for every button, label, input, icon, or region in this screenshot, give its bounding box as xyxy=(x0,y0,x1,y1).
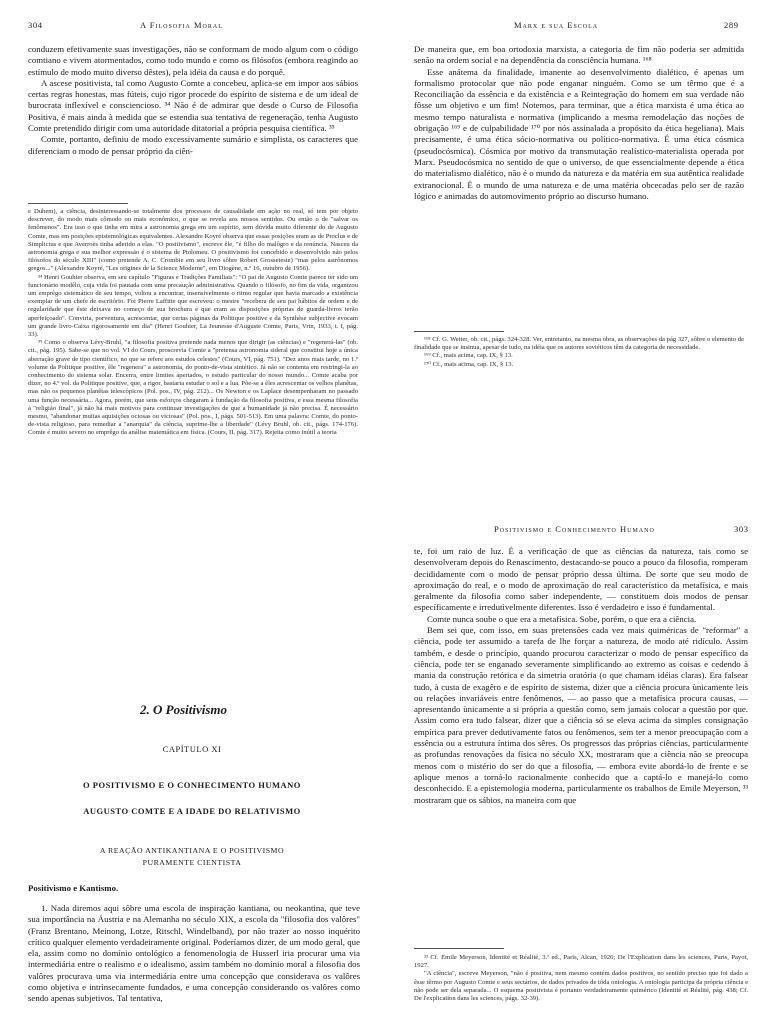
footnotes xyxy=(28,208,358,438)
page-303 xyxy=(384,512,768,1024)
page-304 xyxy=(0,0,384,512)
footnote: "A ciência", escreve Meyerson, "não é positiva, nem mesmo contém dados positivos, no sentido preciso que foi dado a êsse têrmo por Augusto Comte e seus sectários, de dados privados de tôda ontologia. A ontologia participa da própria ciência e não pode ser dela separada... O esquema positivista é portanto verdadeiramente quimérico (Identité et Réalité, pág. 438; Cf. De l'explication dans les sciences, págs. 32-39). xyxy=(414,970,748,1003)
footnotes xyxy=(414,954,748,1003)
footnote: ³⁵ Como o observa Lévy-Bruhl, "a filosofia positiva pretende nada menos que dirigir (as ciências) e "regenerá-las" (ob. cit., pág. 195). Sabe-se que no vol. VI do Cours, proscrevia Comte a "pretensa astronomia sideral que constitui hoje a única aberração grave de tipo científico, no que se refere aos estudos celestes" (Cours, VI, pág. 751). "Dez anos mais tarde, no 1.º volume da Politique positive, êle "regenera" a astronomia, do ponto-de-vista sintético. Já não se contenta em restringi-la ao conhecimento do sistema solar. Encerra, entre limites apertados, o estudo particular do nosso mundo... Comte acaba por dizer, no 4.º vol. da Politique positive, que, a rigor, bastaria estudar o sol e a lua. Põe-se a êles acrescentar os velhos planêtas, mas não os pequenos planêtas telescópicos (Pol. pos., IV, pág. 212)... Os Newton e os Laplace desempenharam no passado uma função necessária... Agora, porém, que seus esforços chegaram à fundação da filosofia positiva, e essa mesma filosofia à "religião final", já não há mais motivos para continuar investigações de que a humanidade já não precisa. É necessário mesmo, "abandonar muitas aquisições ociosas ou viciosas" (Pol. pos., I, págs. 501-513). Em uma palavra: Comte, do ponto-de-vista religioso, para remediar a "anarquia" da ciência, suprime-lhe a liberdade" (Lévy Bruhl, ob. cit., págs. 174-176). Comte é muito severo no emprêgo da análise matemática em física. (Cours, II, pág. 317). Rejeita como inútil a teoria xyxy=(28,339,358,437)
footnote: ¹⁷⁰ Cf., mais acima, cap. IX, § 13. xyxy=(424,360,514,368)
running-title: A Filosofia Moral xyxy=(140,20,223,30)
paragraph: 1. Nada diremos aqui sôbre uma escola de inspiração kantiana, ou neokantina, que teve sua importância na Áustria e na Alemanha no século XIX, a escola da "filosofia dos valôres" (Franz Brentano, Meinong, Lotze, Ritschl, Windelband), por não trazer ao nosso inquérito crítico qualquer elemento verdadeiramente original. Poderíamos dizer, de um modo geral, que ela, assim como no domínio ontológico a fenomenologia de Husserl iria procurar uma via intermediária entre o realismo e o idealismo, assim também no domínio moral a filosofia dos valôres procurava uma via intermediária entre uma concepção que considerava os valôres como objetiva e intrìnsecamente fundados, e uma concepção considerando os valôres como sendo apenas subjetivos. Tal tentativa, xyxy=(28,903,360,1004)
footnote: ³⁴ Henri Gouhier observa, em seu capítulo "Figuras e Tradições Familiais": "O pai de Augusto Comte parece ter sido um funcionário modêlo, cuja vida foi pautada com uma precaução administrativa. Quando o filósofo, no fim da vida, organizou um emprêgo sistemático de seu tempo, voltou a encontrar, insensivelmente o ritmo regular que havia marcado a existência exemplar de um chefe de escritório. Foi Pierre Laffitte que escreveu: o mestre "recebera de seu pai hábitos de ordem e de regularidade que êste deixava no começo de sua brochura e que eram as disposições próprias de guarda-livros terão aperfeiçoado". Conviria, porventura, acrescentar, que certas páginas da Politique positive e da Synthèse subjective evocam um grande livro-Caixa rigorosamente em dia" (Henri Gouhier, La Jeunesse d'Auguste Comte, Paris, Vrin, 1933, t. I, pág. 33). xyxy=(28,273,358,339)
running-title: Marx e sua Escola xyxy=(514,20,599,30)
paragraph: A ascese positivista, tal como Augusto Comte a concebeu, aplica-se em impor aos sábios certas regras honestas, mas fúteis, cujo rigor procede do espírito de sistema e de um ideal de burocrata inflexível e consciencioso. ³⁴ Não é de admirar que desde o Curso de Filosofia Positiva, é mais ainda à medida que se estendia sua tentativa de regeneração, tenha Augusto Comte pretendido dirigir com uma autoridade ditatorial a própria pesquisa científica. ³⁵ xyxy=(28,77,358,134)
part-title: A REAÇÃO ANTIKANTIANA E O POSITIVISMO xyxy=(99,846,285,855)
sub-heading: Positivismo e Kantismo. xyxy=(28,883,119,893)
running-title: Positivismo e Conhecimento Humano xyxy=(494,524,655,534)
section-title: 2. O Positivismo xyxy=(140,702,228,717)
body-text xyxy=(414,546,748,806)
page-number: 304 xyxy=(28,20,43,30)
chapter-subtitle: AUGUSTO COMTE E A IDADE DO RELATIVISMO xyxy=(83,806,301,816)
paragraph: te, foi um raio de luz. É a verificação de que as ciências da natureza, tais como se desenvolveram depois do Renascimento, destacando-se pouco a pouco da filosofia, romperam decididamente com o modo de pensar próprio dessa última. De sorte que seu modo de aproximação do real, e o modo de aproximação do real característico da metafísica, e mais geralmente da filosofia como saber independente, — constituem dois modos de pensar específicamente e irredutìvelmente diferentes. Isso é verdadeiro e isso é fundamental. xyxy=(414,546,748,613)
page-number: 303 xyxy=(734,524,749,534)
body-text xyxy=(28,903,360,1005)
paragraph: De maneira que, em boa ortodoxia marxista, a categoria de fim não poderia ser admitida senão na ordem social e na dependência da consciência humana. ¹⁶⁸ xyxy=(414,44,744,66)
footnote-rule xyxy=(414,331,504,332)
page-289 xyxy=(384,0,768,512)
paragraph: Bem sei que, com isso, em suas pretensões cada vez mais quiméricas de "reformar" a ciência, pode ter assumido a tarefa de lhe forçar a natureza, de modo até ridículo. Assim também, e desde o princípio, quando procurou caracterizar o modo de pensar específico da ciência, pode ter se enganado severamente simplificando ao extremo as coisas e cedendo à mania da construção retórica e da simetria oratória (o que chamam idéias claras). Era falsear tudo, à custa de exagêro e de espírito de sistema, dizer que a ciência procura ùnicamente leis ou relações invariáveis entre fenômenos, — ao passo que a metafísica procura causas, — apresentando ùnicamente a si própria a questão como, sem jamais colocar a questão por que. Assim como era tudo falsear, dizer que a ciência só se eleva acima da simples consignação empírica para prever dedutivamente fatos ou fenômenos, sem ter a menor preocupação com a essência ou a estrutura íntima dos sêres. Os progressos das próprias ciências, particularmente as profundas renovações da física no século XX, mostraram que a ciência não se preocupa menos com o mistério do ser do que a filosofia, — embora evite abordá-lo de frente e se aplique menos a torná-lo racionalmente conhecido que a captá-lo e manejá-lo como desconhecido. E a epistemologia moderna, particularmente os trabalhos de Emile Meyerson, ³³ mostraram que os sábios, na maneira com que xyxy=(414,625,748,805)
paragraph: Esse anátema da finalidade, imanente ao desenvolvimento dialético, é apenas um formalismo protocolar que não pode enganar ninguém. Como se um têrmo que é a Reconciliação da essência e da existência e a Reintegração do homem em sua verdade não fôsse um objetivo e um fim! Notemos, para terminar, que a ética marxista é uma ética ao mesmo tempo naturalista e normativa (implicando a mesma remodelação das noções de obrigação ¹⁶⁹ e de culpabilidade ¹⁷⁰ por nós assinalada a propósito da ética hegeliana). Mais precisamente, é uma ética sócio-normativa ou político-normativa. É uma ética cósmica (pseudocósmica). Cósmica por motivo da transmutação realístico-materialista operada por Marx. Pseudocósmica no sentido de que o universo, de que essencialmente depende a ética do materialismo dialético, não é o mundo da natureza e da matéria em sua autêntica realidade extranocional. É o mundo de uma natureza e de uma matéria obcecadas pelo ser de razão lógico e animadas do automovimento próprio ao discurso humano. xyxy=(414,66,744,201)
footnotes xyxy=(414,336,744,369)
footnote: e Duhem), a ciência, desinteressando-se totalmente dos processos de causalidade em ação no real, só tem por objeto descrever, do modo mais cômodo ou mais econômico, o que se revela aos nossos sentidos. Ou então o de "salvar os fenômenos". Era isso o que tinha em mira a astronomia grega em um espírito, sem dúvida muito diferente do de Augusto Comte, mas em posições epistemológicas equivalentes. Alexandre Koyré observa que essas posições eram as de Proclus e de Simplicius e que Averroès tinha aderido a elas. "O positivismo", escreve êle, "é filho do malôgro e da renúncia. Nasceu da astronomia grega e sua melhor expressão é o sistema de Ptolomeu. O positivismo foi concebido e desenvolvido não pelos filósofos do século XIII" (como pretende A. C. Crombie em seu livro sôbre Robert Grosseteste) "mas pelos astrônomos gregos..." (Alexandre Koyré, "Les origines de la Science Moderne", em Diogène, n.º 16, outubro de 1956). xyxy=(28,208,358,273)
paragraph: Comte nunca soube o que era a metafísica. Sobe, porém, o que era a ciência. xyxy=(427,613,697,624)
footnote: ³³ Cf. Emile Meyerson, Identité et Réalité, 3.ª ed., Paris, Alcan, 1926; De l'Explication dans les sciences, Paris, Payot, 1927. xyxy=(414,954,748,970)
page-number: 289 xyxy=(724,20,739,30)
part-title-line-2: PURAMENTE CIENTISTA xyxy=(142,858,242,867)
footnote-rule xyxy=(414,948,504,949)
footnote-rule xyxy=(28,203,128,204)
paragraph: conduzem efetivamente suas investigações, não se conformam de modo algum com o código comtiano e vivem atormentados, como todo mundo e como os filósofos (embora reagindo ao estímulo de modo muito diverso dêstes), pela idéia da causa e do porquê. xyxy=(28,44,358,77)
paragraph: Comte, portanto, definiu de modo excessivamente sumário e simplista, os caracteres que diferenciam o modo de pensar próprio da ciên- xyxy=(28,134,358,156)
page-chapter-opening xyxy=(0,512,384,1024)
chapter-title: O POSITIVISMO E O CONHECIMENTO HUMANO xyxy=(83,780,301,790)
footnote: ¹⁶⁹ Cf., mais acima, cap. IX, § 13. xyxy=(424,352,513,360)
body-text xyxy=(28,44,358,157)
footnote: ¹⁶⁸ Cf. G. Wetter, ob. cit., págs. 324-328. Ver, entretanto, na mesma obra, as observações da pág 327, sôbre o elemento de finalidade que se insinua, apesar de tudo, na idéia que os autores soviéticos têm da categoria de necessidade. xyxy=(414,336,744,352)
chapter-number: CAPÍTULO XI xyxy=(162,744,222,754)
body-text xyxy=(414,44,744,202)
